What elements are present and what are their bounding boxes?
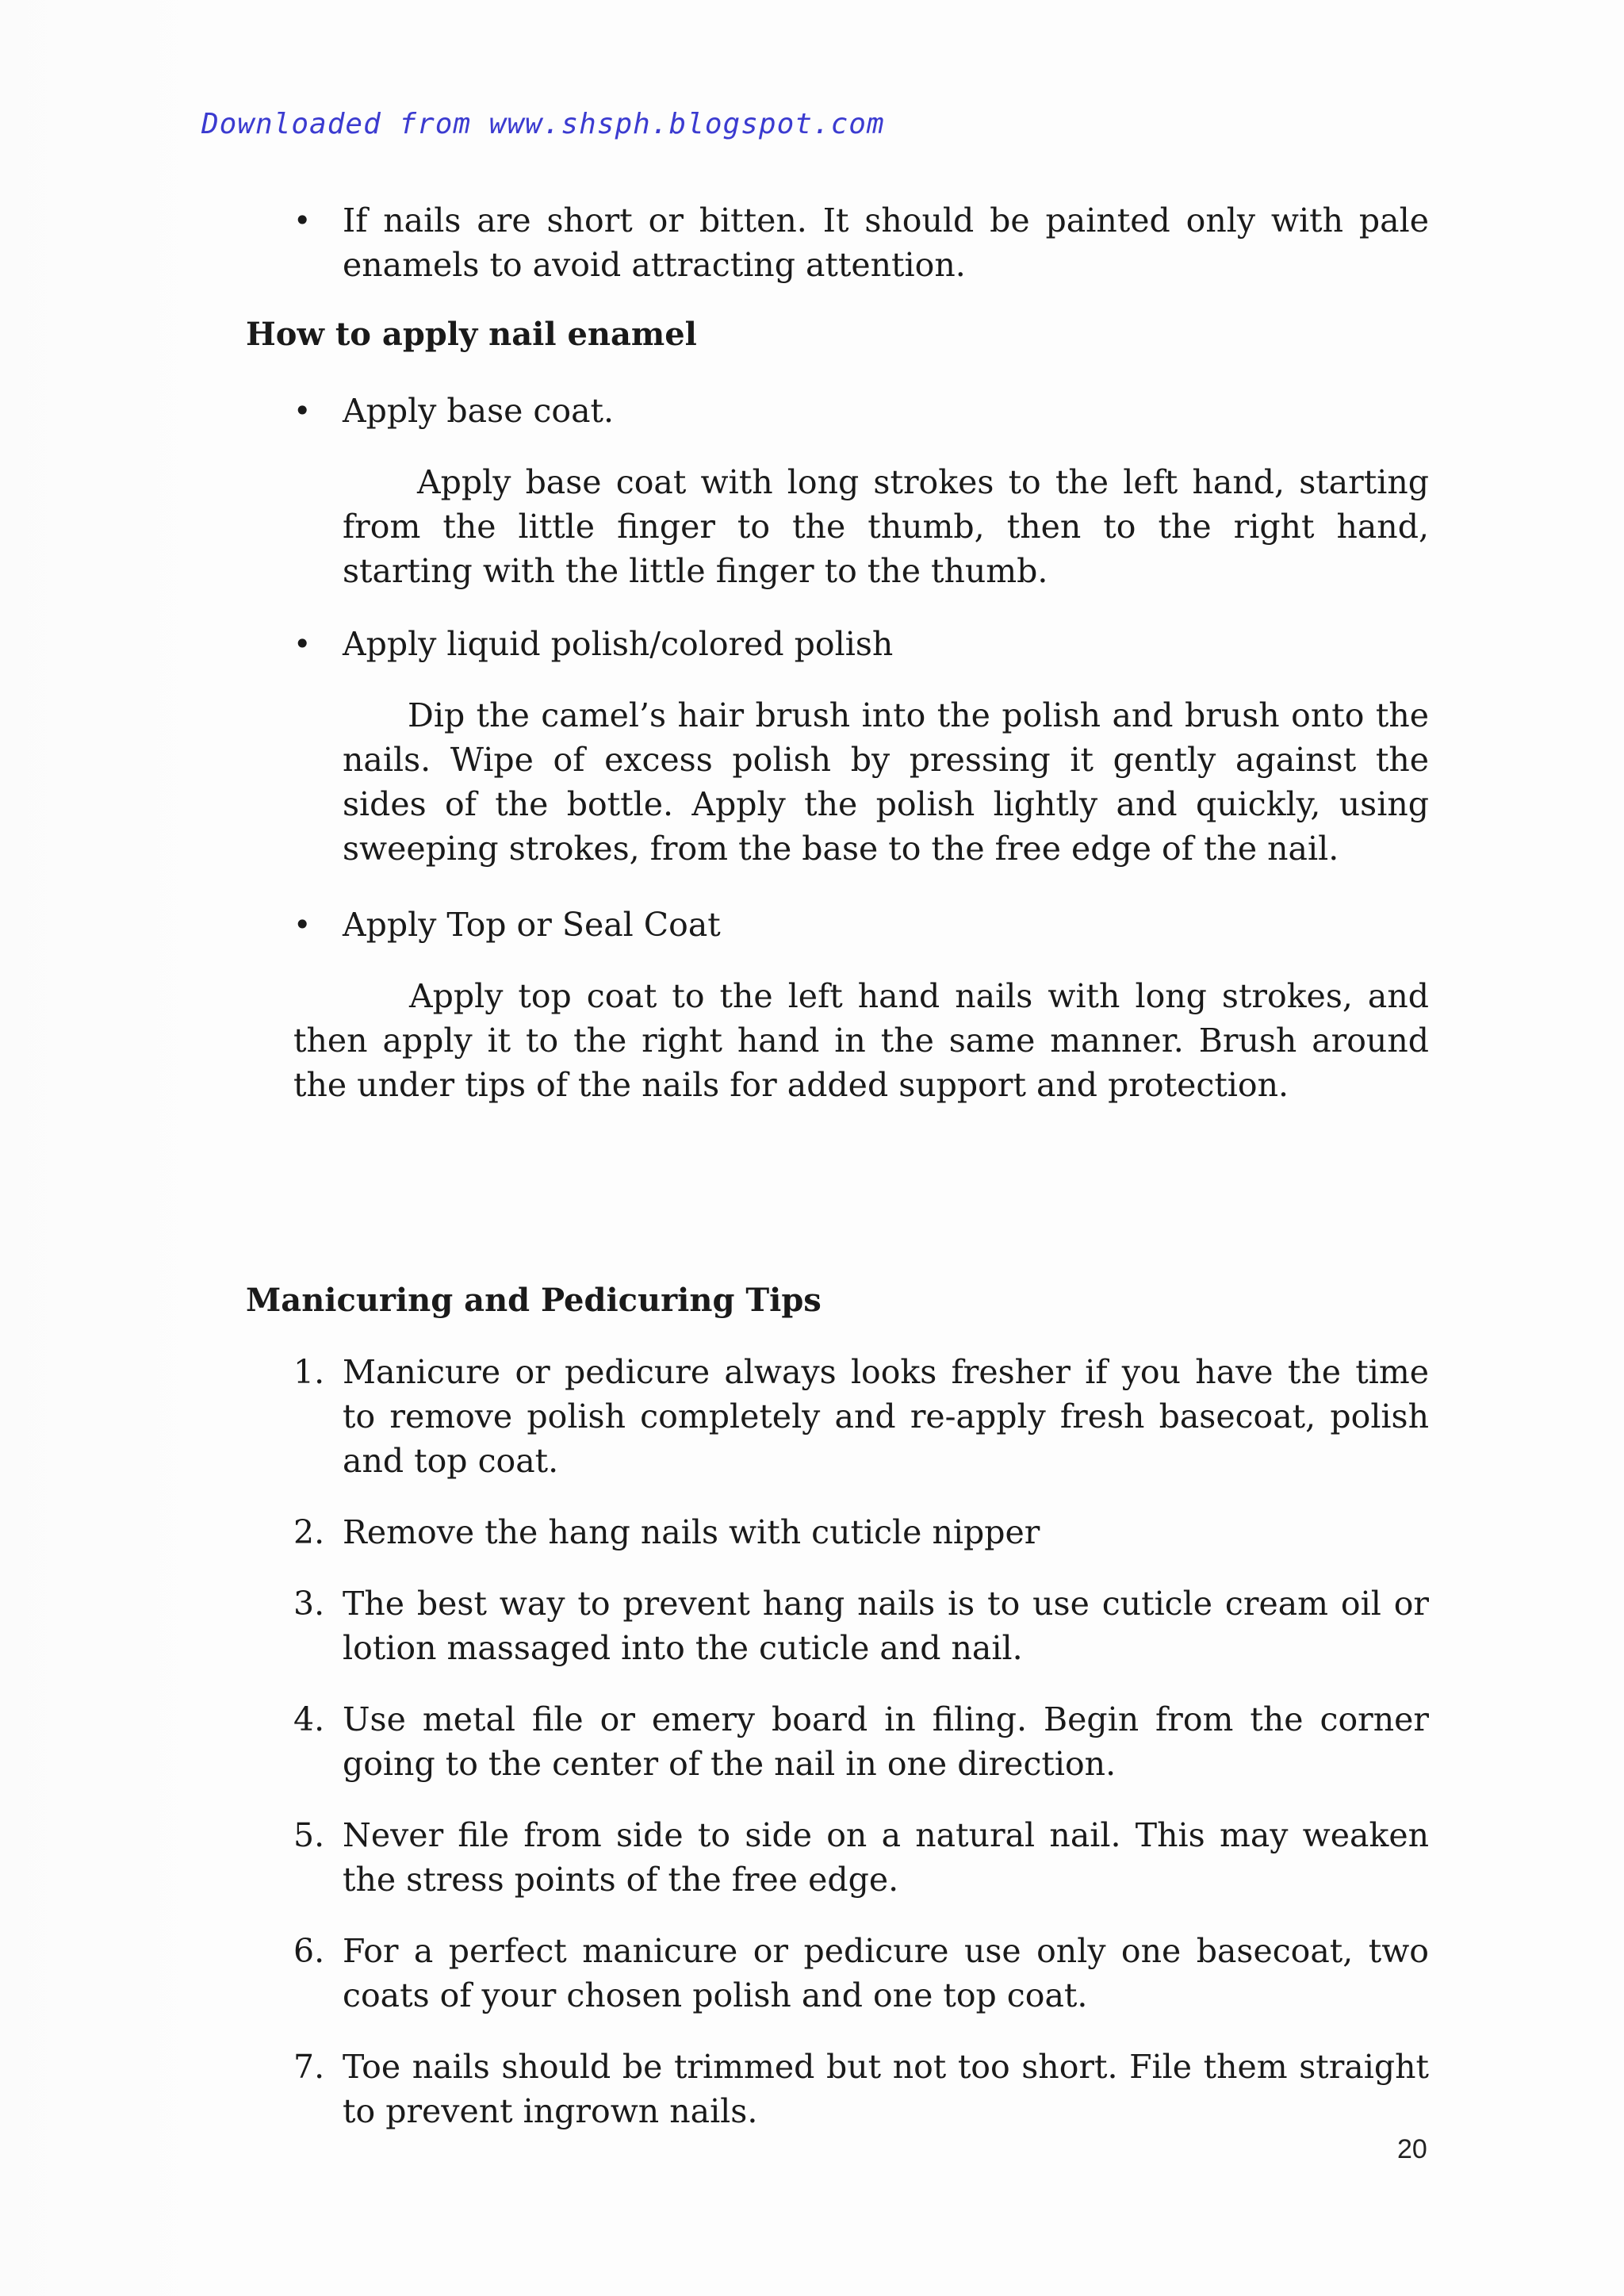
list-item-number: 6. bbox=[293, 1932, 325, 1970]
list-item: Toe nails should be trimmed but not too short. File them straight to prevent ingrown nails. bbox=[343, 2048, 1429, 2130]
list-item-number: 7. bbox=[293, 2048, 325, 2086]
section-heading-tips: Manicuring and Pedicuring Tips bbox=[246, 1282, 822, 1319]
step-body-base-coat: Apply base coat with long strokes to the left hand, starting from the little finger to the thumb, then to the right hand, starting with the little finger to the thumb. bbox=[343, 463, 1429, 590]
intro-bullet-text: If nails are short or bitten. It should be painted only with pale enamels to avoid attracting attention. bbox=[343, 201, 1429, 284]
page-number: 20 bbox=[1397, 2134, 1427, 2164]
step-title-base-coat: Apply base coat. bbox=[343, 392, 615, 430]
list-item: For a perfect manicure or pedicure use only one basecoat, two coats of your chosen polish and one top coat. bbox=[343, 1932, 1429, 2014]
list-item-number: 3. bbox=[293, 1585, 325, 1623]
page-background bbox=[0, 0, 206, 2296]
bullet-icon: • bbox=[293, 393, 312, 428]
step-title-polish: Apply liquid polish/colored polish bbox=[343, 625, 894, 663]
bullet-icon: • bbox=[293, 627, 312, 661]
list-item-number: 1. bbox=[293, 1353, 325, 1391]
list-item: Remove the hang nails with cuticle nipper bbox=[343, 1513, 1040, 1551]
download-watermark: Downloaded from www.shsph.blogspot.com bbox=[201, 108, 885, 140]
list-item-number: 5. bbox=[293, 1816, 325, 1854]
list-item-number: 2. bbox=[293, 1513, 325, 1551]
list-item: The best way to prevent hang nails is to use cuticle cream oil or lotion massaged into the cuticle and nail. bbox=[343, 1585, 1429, 1667]
bullet-icon: • bbox=[293, 203, 312, 238]
step-body-polish: Dip the camel’s hair brush into the polish and brush onto the nails. Wipe of excess polish by pressing it gently against the sides of the bottle. Apply the polish lightly and quickly, using sweeping strokes, from the base to the free edge of the nail. bbox=[343, 696, 1429, 868]
step-body-top-coat: Apply top coat to the left hand nails with long strokes, and then apply it to the right hand in the same manner. Brush around the under tips of the nails for added support and protection. bbox=[293, 977, 1429, 1104]
list-item-number: 4. bbox=[293, 1700, 325, 1738]
list-item: Never file from side to side on a natural nail. This may weaken the stress points of the free edge. bbox=[343, 1816, 1429, 1899]
section-heading-apply: How to apply nail enamel bbox=[246, 316, 697, 353]
step-title-top-coat: Apply Top or Seal Coat bbox=[343, 906, 721, 944]
list-item: Manicure or pedicure always looks fresher if you have the time to remove polish completely and re-apply fresh basecoat, polish and top coat. bbox=[343, 1353, 1429, 1480]
list-item: Use metal file or emery board in filing. Begin from the corner going to the center of the nail in one direction. bbox=[343, 1700, 1429, 1783]
bullet-icon: • bbox=[293, 907, 312, 942]
